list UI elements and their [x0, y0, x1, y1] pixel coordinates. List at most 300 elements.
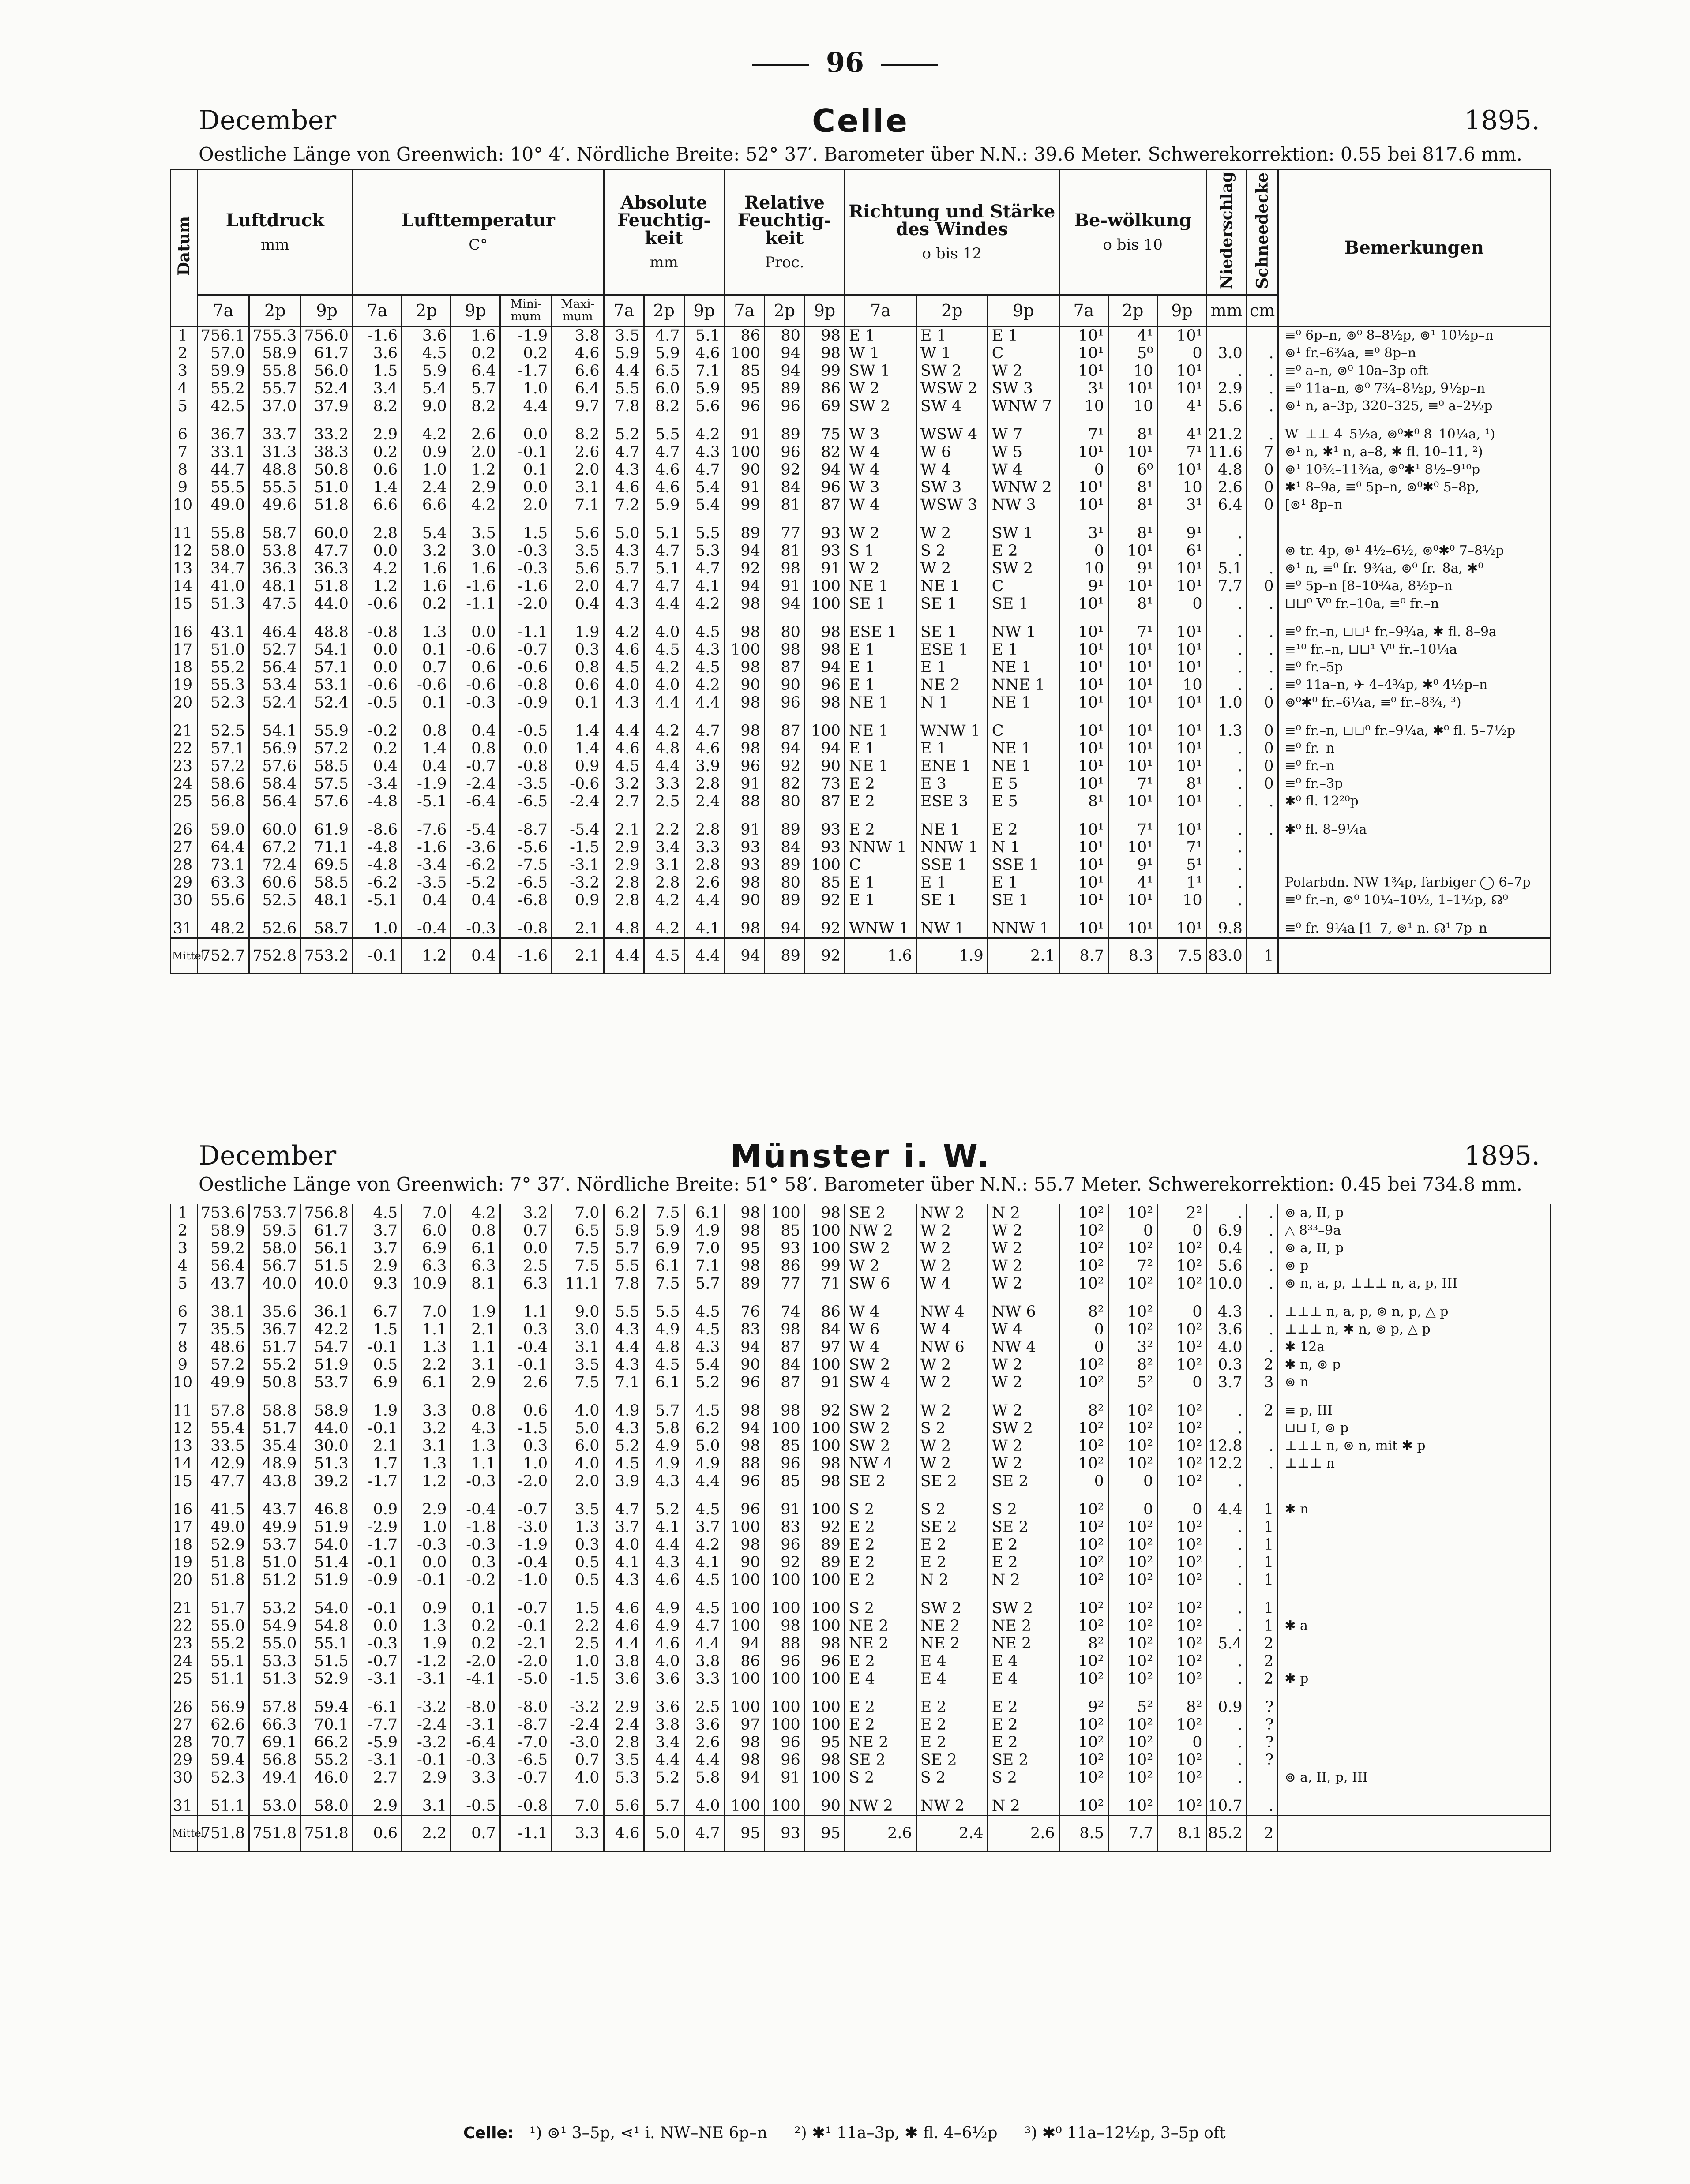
table-cell: SSE 1	[988, 856, 1059, 874]
table-cell: 58.0	[301, 1787, 353, 1816]
table-cell	[1247, 542, 1278, 560]
table-cell: 2.2	[402, 1356, 451, 1374]
table-cell: 10¹	[1059, 892, 1108, 909]
table-row	[171, 1321, 1551, 1338]
table-cell: 2.9	[353, 1257, 402, 1275]
table-cell: 57.2	[197, 1356, 249, 1374]
table-cell: 6.9	[1206, 1222, 1247, 1240]
table-cell: ≡⁰ fr.–n, ⊚⁰ 10¼–10½, 1–1½p, ☊⁰	[1278, 892, 1550, 909]
table-cell: E 4	[916, 1670, 988, 1688]
table-cell: 4.9	[644, 1589, 684, 1617]
table-cell: 4.6	[644, 1635, 684, 1652]
sub-7a: 7a	[197, 295, 249, 326]
table-row	[171, 694, 1551, 712]
table-cell: 3.5	[552, 1356, 604, 1374]
table-cell: 96	[764, 694, 804, 712]
table-cell: 4.9	[644, 1437, 684, 1455]
table-cell: 22	[171, 740, 198, 757]
table-row	[171, 1490, 1551, 1518]
table-cell: 10¹	[1157, 694, 1206, 712]
table-cell: 4.4	[684, 1635, 724, 1652]
table-cell: 7.5	[644, 1275, 684, 1292]
table-cell: SE 2	[916, 1518, 988, 1536]
table-cell: ⊚ a, II, p	[1278, 1240, 1551, 1257]
table-cell: 5.6	[552, 560, 604, 577]
table-cell: 10²	[1059, 1490, 1108, 1518]
table-cell: 0.9	[353, 1490, 402, 1518]
table-cell: 4.6	[684, 740, 724, 757]
table-cell: 76	[724, 1292, 764, 1321]
table-cell: 90	[724, 461, 764, 479]
table-cell: 56.4	[197, 1257, 249, 1275]
table-cell: .	[1247, 810, 1278, 839]
table-cell: 3.1	[552, 479, 604, 496]
table-cell: 100	[764, 1589, 804, 1617]
table-cell: 1.9	[402, 1635, 451, 1652]
table-cell: ⊚⁰✱⁰ fr.–6¼a, ≡⁰ fr.–8¾, ³)	[1278, 694, 1550, 712]
table-cell: 88	[724, 1455, 764, 1472]
table-row	[171, 1787, 1551, 1816]
table-cell: 5.5	[644, 415, 684, 443]
table-cell: 35.5	[197, 1321, 249, 1338]
table-cell: .	[1247, 1437, 1278, 1455]
table-cell: -2.0	[500, 1652, 552, 1670]
table-cell: 100	[764, 1670, 804, 1688]
table-cell: 55.8	[249, 362, 301, 380]
table-cell: 5.1	[1206, 560, 1247, 577]
table-cell: -6.4	[451, 1734, 500, 1751]
table-cell: 6.3	[451, 1257, 500, 1275]
table-cell: ⊚¹ n, ✱¹ n, a–8, ✱ fl. 10–11, ²)	[1278, 443, 1550, 461]
table-cell: 16	[171, 613, 198, 641]
table-cell: 0.4	[451, 938, 500, 974]
table-cell: 10¹	[1059, 479, 1108, 496]
table-cell: 100	[724, 1617, 764, 1635]
table-cell: 5.9	[604, 1222, 644, 1240]
table-cell: 57.8	[249, 1688, 301, 1716]
table-cell: .	[1206, 1670, 1247, 1688]
table-cell: ✱ p	[1278, 1670, 1551, 1688]
table-cell: 4.1	[684, 909, 724, 938]
table-cell: W 2	[916, 1391, 988, 1420]
table-cell: 87	[764, 712, 804, 740]
table-row	[171, 461, 1551, 479]
table-cell: 0.2	[353, 443, 402, 461]
table-cell: 52.4	[301, 694, 353, 712]
table-cell: 98	[724, 1257, 764, 1275]
table-cell: 1.9	[353, 1391, 402, 1420]
table-cell: E 1	[845, 326, 916, 345]
table-cell: 10²	[1157, 1240, 1206, 1257]
table-cell: N 1	[916, 694, 988, 712]
table-cell: 5.2	[644, 1490, 684, 1518]
table-cell: 98	[804, 694, 845, 712]
table-cell: W 4	[845, 1338, 916, 1356]
table-cell: 10²	[1157, 1635, 1206, 1652]
table-cell: 55.6	[197, 892, 249, 909]
sub-9p: 9p	[804, 295, 845, 326]
table-cell: 15	[171, 1472, 198, 1490]
table-cell: 4.9	[604, 1391, 644, 1420]
table-cell: WNW 1	[916, 712, 988, 740]
table-row	[171, 496, 1551, 514]
table-cell: 100	[804, 1617, 845, 1635]
table-cell: 9¹	[1059, 577, 1108, 595]
table-cell: 56.4	[249, 793, 301, 810]
table-cell: 4.4	[604, 1635, 644, 1652]
table-cell: 80	[764, 613, 804, 641]
table-cell: 4.4	[684, 892, 724, 909]
table-cell: 14	[171, 1455, 198, 1472]
table-cell: E 2	[916, 1536, 988, 1554]
table-cell: NW 1	[988, 613, 1059, 641]
table-cell: 4.2	[684, 415, 724, 443]
table-cell: 9.8	[1206, 909, 1247, 938]
table-cell: 7.2	[604, 496, 644, 514]
table-cell: 3.6	[1206, 1321, 1247, 1338]
table-cell: S 1	[845, 542, 916, 560]
table-cell: 51.9	[301, 1518, 353, 1536]
table-cell: 0.8	[451, 740, 500, 757]
table-cell: -3.4	[353, 775, 402, 793]
table-cell: ≡⁰ fr.–n	[1278, 740, 1550, 757]
table-cell: -0.7	[500, 1490, 552, 1518]
table-cell: 10²	[1157, 1536, 1206, 1554]
table-cell: 4.2	[684, 1536, 724, 1554]
table-cell: 93	[804, 839, 845, 856]
table-cell: 2	[1247, 1652, 1278, 1670]
table-cell: 10²	[1108, 1635, 1157, 1652]
table-cell: 10²	[1157, 1554, 1206, 1571]
table-cell: 3.3	[552, 1816, 604, 1851]
table-cell: 5.2	[644, 1769, 684, 1787]
table-cell: 48.8	[301, 613, 353, 641]
table-cell: -3.1	[451, 1716, 500, 1734]
table-cell: 92	[804, 1518, 845, 1536]
table-cell: W 4	[845, 1292, 916, 1321]
table-cell: 53.4	[249, 676, 301, 694]
table-cell: E 2	[845, 775, 916, 793]
table-cell: W 2	[988, 1275, 1059, 1292]
table-cell: 5.1	[644, 560, 684, 577]
table-cell: 5.7	[604, 560, 644, 577]
table-cell: 2.2	[644, 810, 684, 839]
table-row	[171, 345, 1551, 362]
table-cell: 6.4	[552, 380, 604, 397]
table-cell: 4.0	[552, 1455, 604, 1472]
table-cell: 6.3	[500, 1275, 552, 1292]
table-cell: SE 1	[916, 892, 988, 909]
table-cell: -0.3	[451, 694, 500, 712]
table-cell: 69	[804, 397, 845, 415]
sub-2p: 2p	[916, 295, 988, 326]
table-cell: ?	[1247, 1751, 1278, 1769]
table-cell: .	[1206, 892, 1247, 909]
table-cell: 87	[804, 793, 845, 810]
table-cell: 100	[724, 1670, 764, 1688]
table-cell: 4.5	[684, 1321, 724, 1338]
table-cell: 1.0	[402, 461, 451, 479]
table-cell: 4.1	[604, 1554, 644, 1571]
table-row	[171, 659, 1551, 676]
table-cell: NE 2	[845, 1617, 916, 1635]
table-cell: ✱ a	[1278, 1617, 1551, 1635]
table-cell: 0.2	[402, 595, 451, 613]
table-cell: W 6	[916, 443, 988, 461]
col-lufttemperatur: Lufttemperatur C°	[353, 169, 604, 295]
table-cell: 10²	[1157, 1472, 1206, 1490]
table-cell: SW 2	[845, 1391, 916, 1420]
table-cell: 1.2	[402, 938, 451, 974]
table-cell: 73.1	[197, 856, 249, 874]
table-cell: 85	[764, 1222, 804, 1240]
table-row	[171, 577, 1551, 595]
table-cell: SW 2	[845, 1356, 916, 1374]
table-cell: .	[1247, 595, 1278, 613]
table-cell: 7.5	[1157, 938, 1206, 974]
table-cell: 0.6	[500, 1391, 552, 1420]
table-cell: 4.5	[684, 659, 724, 676]
table-cell: 9¹	[1157, 514, 1206, 542]
table-cell: 9.0	[552, 1292, 604, 1321]
table-cell: 14	[171, 577, 198, 595]
table-cell: 3²	[1108, 1338, 1157, 1356]
table-cell: 43.7	[249, 1490, 301, 1518]
table-cell: 29	[171, 1751, 198, 1769]
table-cell: 5.4	[684, 1356, 724, 1374]
table-cell: 60.0	[301, 514, 353, 542]
table-cell: 31	[171, 909, 198, 938]
table-cell: 10¹	[1059, 613, 1108, 641]
table-cell: 4.5	[604, 1455, 644, 1472]
table-cell: 98	[724, 1204, 764, 1222]
table-cell: 70.1	[301, 1716, 353, 1734]
table-cell: 5.5	[604, 1292, 644, 1321]
table-cell: 3.3	[684, 1670, 724, 1688]
table-cell: 98	[804, 613, 845, 641]
table-cell: 4.2	[644, 712, 684, 740]
table-cell: 100	[724, 1688, 764, 1716]
table-cell: ⊚ n, a, p, ⊥⊥⊥ n, a, p, III	[1278, 1275, 1551, 1292]
table-cell: 6.9	[353, 1374, 402, 1391]
table-cell: 4.3	[451, 1420, 500, 1437]
table-cell: 10²	[1157, 1420, 1206, 1437]
table-cell: -2.1	[500, 1635, 552, 1652]
table-cell: ≡ p, III	[1278, 1391, 1551, 1420]
table-cell: 100	[724, 345, 764, 362]
table-cell: 98	[724, 1751, 764, 1769]
table-cell: 10²	[1108, 1554, 1157, 1571]
table-cell: 90	[764, 676, 804, 694]
table-cell: 89	[804, 1554, 845, 1571]
table-cell: 30.0	[301, 1437, 353, 1455]
table-cell: -2.4	[552, 793, 604, 810]
table-cell: 1	[1247, 938, 1278, 974]
table-cell: 0.4	[552, 595, 604, 613]
table-cell: -1.6	[451, 577, 500, 595]
table-cell: 58.9	[249, 345, 301, 362]
table-cell: 1.6	[451, 560, 500, 577]
table-cell: W 4	[916, 461, 988, 479]
table-cell: 87	[764, 1374, 804, 1391]
table-cell: 0.0	[353, 641, 402, 659]
table-cell: 6	[171, 1292, 198, 1321]
table-cell: ESE 1	[916, 641, 988, 659]
table-cell: 4.0	[552, 1769, 604, 1787]
table-cell: S 2	[916, 542, 988, 560]
table-cell	[1247, 909, 1278, 938]
table-cell: 1.0	[500, 1455, 552, 1472]
table-cell: -1.9	[402, 775, 451, 793]
table-cell: 84	[764, 1356, 804, 1374]
table-cell: -0.4	[451, 1490, 500, 1518]
table-cell: C	[845, 856, 916, 874]
table-cell: 100	[804, 577, 845, 595]
table-cell: 10²	[1157, 1455, 1206, 1472]
table-cell: W 4	[845, 461, 916, 479]
table-cell: 2.2	[552, 1617, 604, 1635]
table-cell: .	[1247, 1257, 1278, 1275]
table-cell: 4.3	[684, 443, 724, 461]
table-cell: 4.3	[1206, 1292, 1247, 1321]
table-cell: 96	[764, 1536, 804, 1554]
table-cell: 3	[171, 1240, 198, 1257]
table-cell: S 2	[845, 1490, 916, 1518]
table-cell	[1247, 839, 1278, 856]
table-cell: 8²	[1059, 1391, 1108, 1420]
table-cell: 100	[804, 1356, 845, 1374]
table-cell: 7.1	[684, 362, 724, 380]
table-cell: 1.6	[451, 326, 500, 345]
table-cell: 4.3	[684, 1338, 724, 1356]
table-cell: 1.5	[552, 1589, 604, 1617]
table-cell: 752.7	[197, 938, 249, 974]
table-cell: .	[1206, 1391, 1247, 1420]
table-cell: .	[1247, 415, 1278, 443]
table-cell: 10²	[1157, 1275, 1206, 1292]
table-cell: 10²	[1157, 1338, 1206, 1356]
celle-rows	[171, 326, 1551, 974]
table-row	[171, 856, 1551, 874]
table-cell: -8.7	[500, 1716, 552, 1734]
table-cell: 48.1	[249, 577, 301, 595]
table-cell: W 4	[916, 1321, 988, 1338]
table-cell	[1247, 1420, 1278, 1437]
table-cell: 96	[804, 676, 845, 694]
table-cell: 0.5	[552, 1571, 604, 1589]
table-cell: -3.0	[552, 1734, 604, 1751]
table-cell	[1278, 1688, 1551, 1716]
table-cell: 51.8	[197, 1554, 249, 1571]
month-label: December	[199, 105, 337, 136]
table-cell: 42.5	[197, 397, 249, 415]
table-cell: 0.9	[402, 1589, 451, 1617]
table-cell: 0	[1247, 757, 1278, 775]
table-cell: 4.1	[644, 1518, 684, 1536]
table-cell: NE 1	[988, 757, 1059, 775]
table-cell: 91	[724, 415, 764, 443]
table-cell: 0.3	[500, 1437, 552, 1455]
table-cell: 92	[724, 560, 764, 577]
table-cell: E 4	[916, 1652, 988, 1670]
table-row	[171, 1204, 1551, 1222]
table-cell: 93	[764, 1240, 804, 1257]
table-cell: 91	[804, 1374, 845, 1391]
table-cell: 4.5	[684, 1391, 724, 1420]
table-cell: .	[1206, 1204, 1247, 1222]
table-cell: W 2	[988, 362, 1059, 380]
table-cell: 46.0	[301, 1769, 353, 1787]
table-cell: S 2	[988, 1769, 1059, 1787]
table-cell: 752.8	[249, 938, 301, 974]
table-cell: -1.1	[500, 613, 552, 641]
table-cell: -0.7	[500, 641, 552, 659]
table-cell: 6.1	[684, 1204, 724, 1222]
table-cell: 0.9	[552, 892, 604, 909]
table-cell: 89	[764, 856, 804, 874]
table-cell: ?	[1247, 1734, 1278, 1751]
table-cell: 4.6	[684, 345, 724, 362]
table-cell: 92	[804, 1391, 845, 1420]
table-cell: 2	[1247, 1816, 1278, 1851]
table-cell: 100	[764, 1688, 804, 1716]
table-cell: 19	[171, 676, 198, 694]
table-cell: 51.4	[301, 1554, 353, 1571]
table-cell: E 1	[845, 676, 916, 694]
table-row	[171, 757, 1551, 775]
table-cell: 50.8	[249, 1374, 301, 1391]
col-bewoelkung: Be-wölkung o bis 10	[1059, 169, 1206, 295]
table-cell: 52.4	[301, 380, 353, 397]
table-cell: 6⁰	[1108, 461, 1157, 479]
table-cell: 10²	[1059, 1420, 1108, 1437]
table-cell: 5²	[1108, 1374, 1157, 1391]
table-cell: 10²	[1059, 1257, 1108, 1275]
table-cell: 4.3	[604, 595, 644, 613]
table-cell: NW 4	[988, 1338, 1059, 1356]
table-cell: 10²	[1108, 1652, 1157, 1670]
table-cell: .	[1206, 1751, 1247, 1769]
table-cell: SE 1	[988, 892, 1059, 909]
table-cell	[1278, 514, 1550, 542]
table-cell: 4.5	[684, 1490, 724, 1518]
table-cell: -0.5	[353, 694, 402, 712]
table-cell: 47.7	[301, 542, 353, 560]
table-cell: 7	[171, 1321, 198, 1338]
table-cell: 2	[171, 1222, 198, 1240]
table-cell: -3.2	[402, 1734, 451, 1751]
table-cell: 4.4	[684, 1751, 724, 1769]
table-cell: 98	[724, 694, 764, 712]
table-cell: NW 2	[845, 1222, 916, 1240]
table-cell: -2.4	[451, 775, 500, 793]
table-cell: 3.8	[644, 1716, 684, 1734]
table-cell: 95	[804, 1734, 845, 1751]
table-cell: 66.3	[249, 1716, 301, 1734]
table-cell: 85	[724, 362, 764, 380]
table-cell: 33.1	[197, 443, 249, 461]
table-cell: 94	[724, 1338, 764, 1356]
table-cell: E 2	[845, 1518, 916, 1536]
table-cell: 10¹	[1108, 712, 1157, 740]
table-cell: 1.4	[552, 740, 604, 757]
sub-2p: 2p	[764, 295, 804, 326]
table-cell: -0.3	[451, 909, 500, 938]
table-cell: 9.3	[353, 1275, 402, 1292]
table-cell: 3.2	[402, 542, 451, 560]
table-cell: 95	[724, 380, 764, 397]
table-cell: 9.0	[402, 397, 451, 415]
